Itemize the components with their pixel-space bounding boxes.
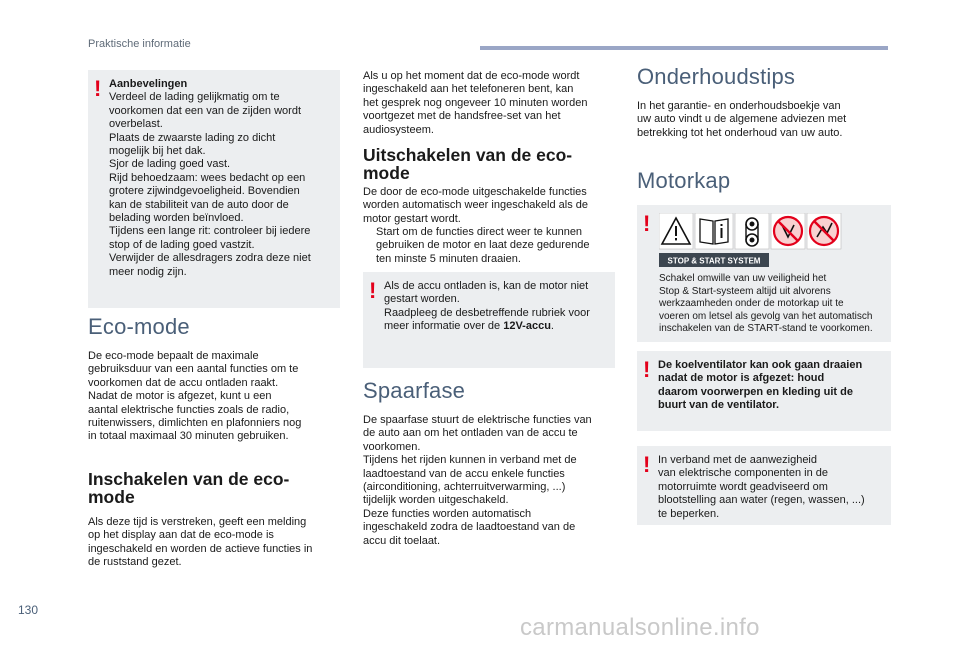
saving-line: laadtoestand van de accu enkele functies — [363, 467, 565, 480]
stop-start-label-text: STOP & START SYSTEM — [667, 256, 761, 266]
eco-line: in totaal maximaal 30 minuten gebruiken. — [88, 430, 289, 443]
recommendations-line: mogelijk bij het dak. — [109, 145, 206, 158]
recommendations-line: kan de stabiliteit van de auto door de — [109, 198, 289, 211]
enable-line: op het display aan dat de eco-mode is — [88, 529, 274, 542]
intro-line: het gesprek nog ongeveer 10 minuten worden — [363, 96, 588, 109]
eco-mode-text — [88, 350, 340, 444]
eco-mode-title: Eco-mode — [88, 314, 190, 339]
recommendations-line: Plaats de zwaarste lading zo dicht — [109, 131, 276, 144]
saving-line: de auto aan om het ontladen van de accu te — [363, 427, 578, 440]
saving-line: Tijdens het rijden kunnen in verband met de — [363, 454, 577, 467]
hood-caption-line: Stop & Start-systeem altijd uit alvorens — [659, 285, 831, 297]
enable-line: ingeschakeld en worden de actieve functies in — [88, 542, 313, 555]
disable-line: motor gestart wordt. — [363, 212, 461, 225]
manual-book-icon — [695, 213, 733, 249]
disable-title-line: Uitschakelen van de eco- — [363, 145, 573, 165]
saving-line: Deze functies worden automatisch — [363, 507, 532, 520]
recommendations-line: Verwijder de allesdragers zodra deze niet — [109, 252, 311, 265]
maintenance-tips-title: Onderhoudstips — [637, 64, 796, 89]
intro-line: voortgezet met de handsfree-set van het — [363, 110, 561, 123]
intro-line: ingeschakeld aan het telefoneren bent, kan — [363, 83, 574, 96]
recommendations-line: grotere zijwindgevoeligheid. Bovendien — [109, 185, 300, 198]
enable-line: de ruststand gezet. — [88, 556, 182, 569]
eco-line: voorkomen dat de accu ontladen raakt. — [88, 376, 279, 389]
disable-line: worden automatisch weer ingeschakeld als de — [363, 199, 589, 212]
watermark: carmanualsonline.info — [520, 614, 760, 641]
recommendations-line: overbelast. — [109, 118, 163, 131]
battery-line: Raadpleeg de desbetreffende rubriek voor — [384, 306, 590, 319]
saving-line: (airconditioning, achterruitverwarming, ...) — [363, 481, 566, 494]
eco-line: ruitenwissers, dimlichten en plafonniers nog — [88, 417, 302, 430]
caution-triangle-icon — [659, 213, 693, 249]
maint-line: betrekking tot het onderhoud van uw auto. — [637, 126, 843, 139]
warning-exclamation-icon: ! — [369, 278, 377, 303]
electric-line: In verband met de aanwezigheid — [658, 454, 817, 466]
recommendations-warning-box — [88, 70, 340, 308]
battery-line: gestart worden. — [384, 293, 460, 306]
bullet-line: Start om de functies direct weer te kunnen — [376, 226, 583, 238]
bullet-line: ten minste 5 minuten draaien. — [376, 252, 521, 265]
battery-line-prefix: meer informatie over de — [384, 320, 504, 333]
warning-exclamation-icon: ! — [643, 452, 651, 477]
eco-line: De eco-mode bepaalt de maximale — [88, 350, 259, 362]
battery-warning-text — [384, 280, 609, 334]
page-number: 130 — [18, 603, 39, 617]
enable-title-line: mode — [88, 487, 135, 507]
electric-line: motorruimte wordt geadviseerd om — [658, 480, 828, 493]
fan-warning-text — [658, 359, 885, 413]
recommendations-line: Tijdens een lange rit: controleer bij iedere — [109, 225, 311, 238]
recommendations-line: Rijd behoedzaam: wees bedacht op een — [109, 171, 306, 184]
eco-call-text — [363, 70, 615, 137]
maint-line: uw auto vindt u de algemene adviezen met — [637, 113, 847, 126]
disable-title-line: mode — [363, 163, 410, 183]
header-bar — [480, 46, 888, 50]
enable-eco-mode-title — [88, 470, 289, 506]
battery-line-last — [384, 320, 609, 333]
saving-phase-text — [363, 414, 615, 548]
electric-line: blootstelling aan water (regen, wassen, ...) — [658, 494, 865, 507]
hood-caption-line: werkzaamheden onder de motorkap uit te — [659, 298, 844, 309]
fan-line: nadat de motor is afgezet: houd — [658, 372, 825, 385]
eco-line: Nadat de motor is afgezet, kunt u een — [88, 390, 272, 403]
no-spark-prohibition-icon — [807, 213, 841, 249]
section-label: Praktische informatie — [88, 38, 191, 50]
fan-line: buurt van de ventilator. — [658, 399, 780, 412]
recommendations-line: Verdeel de lading gelijkmatig om te — [109, 91, 280, 104]
electric-line: te beperken. — [658, 507, 720, 520]
intro-line: Als u op het moment dat de eco-mode wordt — [363, 70, 580, 82]
battery-line: Als de accu ontladen is, kan de motor niet — [384, 280, 589, 292]
warning-exclamation-icon: ! — [94, 76, 102, 101]
fan-belt-icon — [735, 213, 769, 249]
hood-warning-box — [637, 205, 891, 342]
recommendations-text — [109, 78, 334, 279]
hood-warning-icons — [659, 213, 881, 271]
saving-phase-title: Spaarfase — [363, 378, 466, 403]
recommendations-title: Aanbevelingen — [109, 78, 188, 90]
hood-caption — [659, 273, 889, 336]
recommendations-line: voorkomen dat een van de zijden wordt — [109, 104, 302, 117]
fan-line: daarom voorwerpen en kleding uit de — [658, 385, 853, 398]
recommendations-line: belading worden beïnvloed. — [109, 212, 244, 225]
stop-start-system-label — [659, 253, 769, 267]
recommendations-line: stop of de lading goed vastzit. — [109, 238, 255, 251]
battery-warning-box — [363, 272, 615, 368]
recommendations-line: meer nodig zijn. — [109, 265, 187, 278]
hood-caption-line: voeren om letsel als gevolg van het automatisch — [659, 310, 873, 322]
eco-line: aantal elektrische functies zoals de radio, — [88, 403, 290, 416]
hood-caption-line: inschakelen van de START-stand te voorkomen. — [659, 323, 873, 334]
saving-line: tijdelijk worden uitgeschakeld. — [363, 494, 509, 507]
recommendations-line: Sjor de lading goed vast. — [109, 158, 231, 171]
eco-line: gebruiksduur van een aantal functies om te — [88, 363, 299, 376]
enable-eco-mode-text — [88, 516, 340, 570]
hood-title: Motorkap — [637, 168, 731, 193]
warning-exclamation-icon: ! — [643, 211, 651, 236]
hood-caption-line: Schakel omwille van uw veiligheid het — [659, 273, 827, 284]
saving-line: voorkomen. — [363, 440, 421, 453]
battery-line-suffix: . — [550, 320, 554, 333]
maint-line: In het garantie- en onderhoudsboekje van — [637, 100, 841, 112]
electrical-warning-box — [637, 446, 891, 525]
fan-line: De koelventilator kan ook gaan draaien — [658, 359, 863, 371]
enable-line: Als deze tijd is verstreken, geeft een melding — [88, 516, 307, 528]
electrical-warning-text — [658, 454, 885, 521]
fan-warning-box — [637, 351, 891, 431]
start-engine-bullet — [363, 226, 615, 268]
no-hands-prohibition-icon — [771, 213, 805, 249]
saving-line: ingeschakeld zodra de laadtoestand van de — [363, 521, 576, 534]
warning-exclamation-icon: ! — [643, 357, 651, 382]
intro-line: audiosysteem. — [363, 123, 434, 136]
enable-title-line: Inschakelen van de eco- — [88, 469, 290, 489]
saving-line: accu dit toelaat. — [363, 534, 441, 547]
bullet-line: gebruiken de motor en laat deze gedurende — [376, 239, 590, 252]
disable-eco-mode-text — [363, 186, 615, 226]
disable-line: De door de eco-mode uitgeschakelde functies — [363, 186, 587, 198]
battery-12v-link[interactable]: 12V-accu — [503, 320, 551, 333]
maintenance-tips-text — [637, 100, 889, 140]
disable-eco-mode-title — [363, 146, 572, 182]
electric-line: van elektrische componenten in de — [658, 467, 828, 480]
bullet-text — [376, 226, 615, 266]
saving-line: De spaarfase stuurt de elektrische functies van — [363, 414, 592, 426]
